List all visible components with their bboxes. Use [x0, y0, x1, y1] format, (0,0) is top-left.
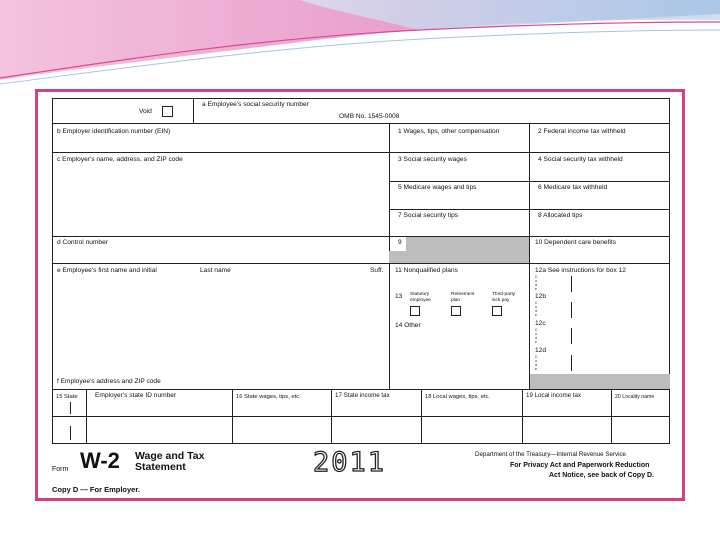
box10-label: 10 Dependent care benefits	[535, 239, 617, 246]
rule-b	[52, 152, 670, 153]
box12b-divider	[571, 302, 572, 318]
privacy-act-line2: Act Notice, see back of Copy D.	[549, 472, 655, 479]
statutory-employee-checkbox[interactable]	[410, 306, 420, 316]
form-title-line2: Statement	[135, 461, 186, 473]
box15-tick-2	[70, 426, 71, 440]
vrule-ssn-left	[193, 98, 194, 123]
ssn-label: a Employee's social security number	[202, 101, 309, 108]
form-title-line1: Wage and Tax	[135, 450, 205, 462]
box8-label: 8 Allocated tips	[538, 212, 583, 219]
box12b-code-label: C o d e	[535, 301, 538, 317]
copy-d-label: Copy D — For Employer.	[52, 485, 140, 494]
box14-label: 14 Other	[395, 322, 421, 329]
box18-label: 18 Local wages, tips, etc.	[425, 394, 491, 400]
vrule-right	[529, 123, 530, 389]
third-party-sick-pay-label: Third-party sick pay	[492, 292, 516, 303]
box7-label: 7 Social security tips	[398, 212, 459, 219]
box12c-code-label: C o d e	[535, 328, 538, 344]
box12c-label: 12c	[535, 320, 546, 327]
box13-label: 13	[395, 293, 403, 300]
box15-state-label: 15 State	[56, 394, 78, 400]
rule-e	[52, 263, 670, 264]
employee-address-label: f Employee's address and ZIP code	[57, 378, 161, 385]
retirement-plan-checkbox[interactable]	[451, 306, 461, 316]
suffix-label: Suff.	[370, 267, 384, 274]
box12-bottom-shade	[530, 374, 670, 389]
privacy-act-line1: For Privacy Act and Paperwork Reduction	[510, 462, 650, 469]
box6-label: 6 Medicare tax withheld	[538, 184, 608, 191]
box17-label: 17 State income tax	[335, 392, 390, 399]
box12b-label: 12b	[535, 293, 547, 300]
box2-label: 2 Federal income tax withheld	[538, 128, 626, 135]
employer-address-label: c Employer's name, address, and ZIP code	[57, 156, 183, 163]
form-word: Form	[52, 466, 69, 473]
ein-label: b Employer identification number (EIN)	[57, 128, 171, 135]
box9-label: 9	[398, 239, 402, 246]
box12d-divider	[571, 355, 572, 371]
box16-label: 16 State wages, tips, etc.	[236, 394, 301, 400]
box3-label: 3 Social security wages	[398, 156, 467, 163]
box9-shade	[406, 237, 529, 263]
employee-first-name-label: e Employee's first name and initial	[57, 267, 157, 274]
box12a-divider	[571, 276, 572, 292]
last-name-label: Last name	[200, 267, 231, 274]
void-checkbox[interactable]	[162, 106, 173, 117]
rule-f	[52, 389, 670, 390]
box20-label: 20 Locality name	[615, 394, 655, 400]
box5-label: 5 Medicare wages and tips	[398, 184, 477, 191]
box12a-code-label: C o d e	[535, 275, 538, 291]
form-year: 2011	[313, 447, 387, 478]
third-party-sick-pay-checkbox[interactable]	[492, 306, 502, 316]
box11-label: 11 Nonqualified plans	[395, 267, 458, 274]
box15-tick-1	[70, 402, 71, 414]
box9-shade-lower	[389, 251, 406, 263]
box12a-label: 12a See instructions for box 12	[535, 267, 626, 274]
rule-a	[52, 123, 670, 124]
box12c-divider	[571, 328, 572, 344]
box19-label: 19 Local income tax	[526, 392, 582, 399]
rule-d	[52, 236, 670, 237]
form-id: W-2	[80, 448, 120, 473]
statutory-employee-label: Statutory employee	[410, 292, 431, 303]
box4-label: 4 Social security tax withheld	[538, 156, 623, 163]
rule-15-mid	[52, 416, 670, 417]
void-label: Void	[139, 108, 152, 115]
control-number-label: d Control number	[57, 239, 108, 246]
box12d-code-label: C o d e	[535, 355, 538, 371]
box15-employer-id-label: Employer's state ID number	[95, 392, 177, 399]
retirement-plan-label: Retirement plan	[451, 292, 475, 303]
box12d-label: 12d	[535, 347, 547, 354]
omb-number: OMB No. 1545-0008	[339, 113, 400, 120]
irs-department: Department of the Treasury—Internal Revenue Service	[475, 451, 626, 458]
box1-label: 1 Wages, tips, other compensation	[398, 128, 500, 135]
